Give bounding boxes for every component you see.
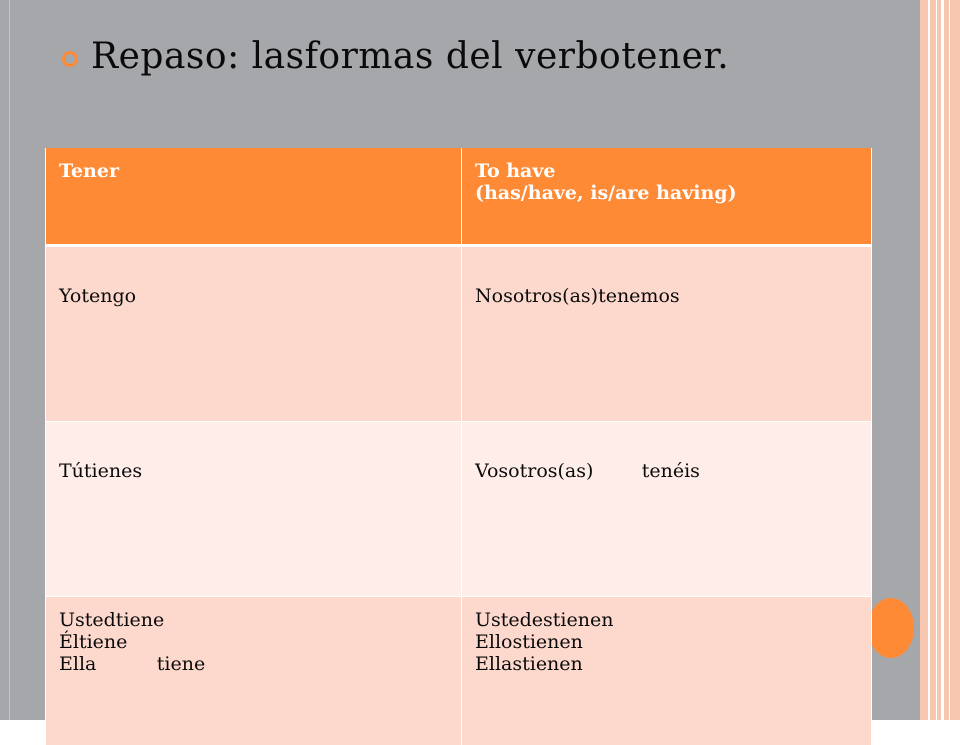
slide-title: Repaso: lasformas del verbotener. <box>91 36 729 77</box>
table-cell-plural <box>462 597 872 745</box>
cell-text: Ustedtiene <box>59 609 448 631</box>
decorative-orange-circle <box>868 598 914 658</box>
table-row <box>46 246 872 422</box>
decorative-stripe <box>936 0 937 720</box>
slide-bullet <box>62 36 729 77</box>
decorative-stripe <box>949 0 950 720</box>
cell-text: Vosotros(as) tenéis <box>475 460 858 482</box>
table-cell-plural <box>462 422 872 597</box>
cell-text: Tútienes <box>59 460 448 482</box>
decorative-stripe <box>928 0 930 720</box>
table-row <box>46 597 872 745</box>
bullet-ring-icon <box>62 51 78 67</box>
cell-text: Yotengo <box>59 285 448 307</box>
cell-text: Ustedestienen <box>475 609 858 631</box>
table-cell-plural <box>462 246 872 422</box>
decorative-side-panel <box>920 0 960 720</box>
header-cell-to-have <box>462 148 872 246</box>
header-cell-tener <box>46 148 462 246</box>
table-row <box>46 422 872 597</box>
cell-text: Nosotros(as)tenemos <box>475 285 858 307</box>
conjugation-table <box>45 148 872 745</box>
table-cell-singular <box>46 246 462 422</box>
header-to-have-label: To have <box>475 160 858 182</box>
cell-text: Ellostienen <box>475 631 858 653</box>
header-tener-label: Tener <box>59 160 119 182</box>
left-border-line <box>9 0 10 720</box>
cell-text: Ellastienen <box>475 653 858 675</box>
cell-text: Éltiene <box>59 631 448 653</box>
cell-text: Ella tiene <box>59 653 448 675</box>
decorative-stripe <box>941 0 944 720</box>
table-cell-singular <box>46 422 462 597</box>
table-header-row <box>46 148 872 246</box>
table-cell-singular <box>46 597 462 745</box>
header-to-have-subtitle: (has/have, is/are having) <box>475 182 858 204</box>
